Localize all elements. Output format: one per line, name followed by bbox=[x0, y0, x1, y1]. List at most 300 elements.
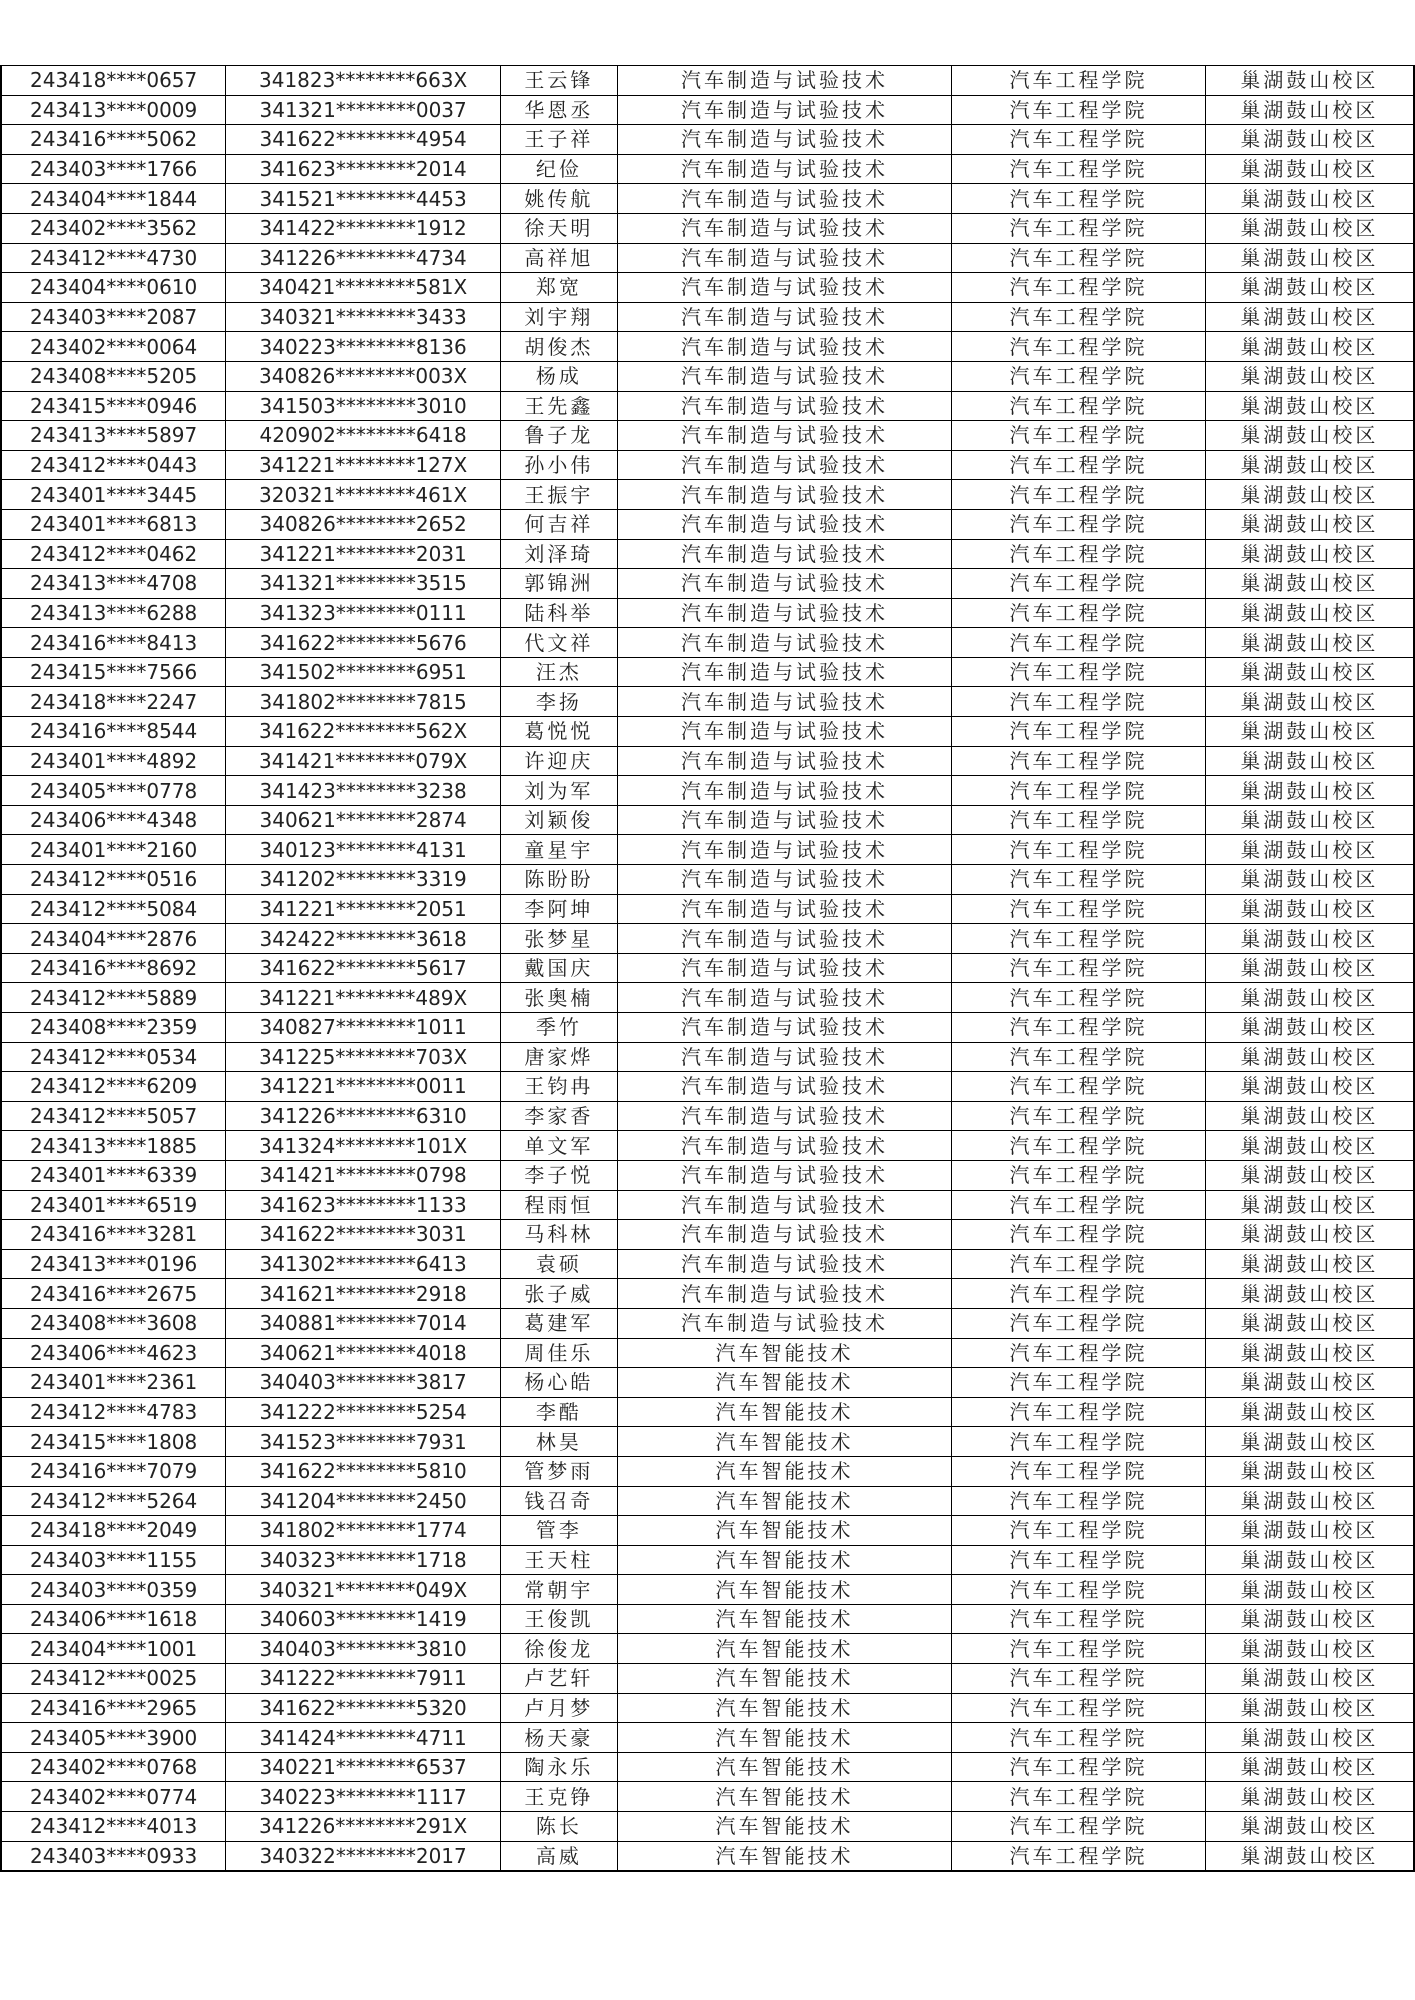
id-number-cell: 341323********0111 bbox=[226, 598, 501, 628]
table-row bbox=[1, 805, 1414, 835]
student-name-cell: 郭锦洲 bbox=[500, 569, 617, 599]
student-name-cell: 王俊凯 bbox=[500, 1604, 617, 1634]
student-name-cell: 华恩丞 bbox=[500, 95, 617, 125]
campus-cell: 巢湖鼓山校区 bbox=[1205, 1249, 1414, 1279]
campus-cell: 巢湖鼓山校区 bbox=[1205, 776, 1414, 806]
student-name-cell: 周佳乐 bbox=[500, 1338, 617, 1368]
exam-number-cell: 243403****2087 bbox=[1, 302, 226, 332]
major-cell: 汽车制造与试验技术 bbox=[617, 539, 951, 569]
campus-cell: 巢湖鼓山校区 bbox=[1205, 1812, 1414, 1842]
exam-number-cell: 243401****6519 bbox=[1, 1190, 226, 1220]
table-row bbox=[1, 1693, 1414, 1723]
student-name-cell: 杨心皓 bbox=[500, 1368, 617, 1398]
table-row bbox=[1, 1042, 1414, 1072]
campus-cell: 巢湖鼓山校区 bbox=[1205, 66, 1414, 96]
major-cell: 汽车智能技术 bbox=[617, 1604, 951, 1634]
campus-cell: 巢湖鼓山校区 bbox=[1205, 1338, 1414, 1368]
major-cell: 汽车制造与试验技术 bbox=[617, 302, 951, 332]
id-number-cell: 340323********1718 bbox=[226, 1545, 501, 1575]
college-cell: 汽车工程学院 bbox=[952, 361, 1206, 391]
student-name-cell: 王天柱 bbox=[500, 1545, 617, 1575]
table-row bbox=[1, 1782, 1414, 1812]
student-name-cell: 胡俊杰 bbox=[500, 332, 617, 362]
major-cell: 汽车制造与试验技术 bbox=[617, 657, 951, 687]
student-name-cell: 卢艺轩 bbox=[500, 1664, 617, 1694]
id-number-cell: 341424********4711 bbox=[226, 1723, 501, 1753]
major-cell: 汽车制造与试验技术 bbox=[617, 628, 951, 658]
major-cell: 汽车智能技术 bbox=[617, 1723, 951, 1753]
major-cell: 汽车制造与试验技术 bbox=[617, 598, 951, 628]
exam-number-cell: 243415****1808 bbox=[1, 1427, 226, 1457]
id-number-cell: 341503********3010 bbox=[226, 391, 501, 421]
major-cell: 汽车制造与试验技术 bbox=[617, 243, 951, 273]
exam-number-cell: 243408****5205 bbox=[1, 361, 226, 391]
major-cell: 汽车智能技术 bbox=[617, 1812, 951, 1842]
campus-cell: 巢湖鼓山校区 bbox=[1205, 332, 1414, 362]
table-row bbox=[1, 1516, 1414, 1546]
major-cell: 汽车制造与试验技术 bbox=[617, 1220, 951, 1250]
campus-cell: 巢湖鼓山校区 bbox=[1205, 894, 1414, 924]
id-number-cell: 341321********3515 bbox=[226, 569, 501, 599]
campus-cell: 巢湖鼓山校区 bbox=[1205, 1160, 1414, 1190]
major-cell: 汽车智能技术 bbox=[617, 1338, 951, 1368]
campus-cell: 巢湖鼓山校区 bbox=[1205, 1368, 1414, 1398]
exam-number-cell: 243404****0610 bbox=[1, 273, 226, 303]
major-cell: 汽车智能技术 bbox=[617, 1427, 951, 1457]
college-cell: 汽车工程学院 bbox=[952, 1486, 1206, 1516]
student-name-cell: 刘为军 bbox=[500, 776, 617, 806]
student-name-cell: 徐俊龙 bbox=[500, 1634, 617, 1664]
exam-number-cell: 243413****6288 bbox=[1, 598, 226, 628]
table-row bbox=[1, 687, 1414, 717]
table-row bbox=[1, 924, 1414, 954]
exam-number-cell: 243416****8692 bbox=[1, 953, 226, 983]
student-name-cell: 何吉祥 bbox=[500, 509, 617, 539]
major-cell: 汽车制造与试验技术 bbox=[617, 213, 951, 243]
exam-number-cell: 243403****0933 bbox=[1, 1841, 226, 1871]
id-number-cell: 420902********6418 bbox=[226, 421, 501, 451]
exam-number-cell: 243402****3562 bbox=[1, 213, 226, 243]
table-row bbox=[1, 835, 1414, 865]
id-number-cell: 341221********489X bbox=[226, 983, 501, 1013]
campus-cell: 巢湖鼓山校区 bbox=[1205, 687, 1414, 717]
student-name-cell: 王先鑫 bbox=[500, 391, 617, 421]
student-name-cell: 王子祥 bbox=[500, 125, 617, 155]
campus-cell: 巢湖鼓山校区 bbox=[1205, 1782, 1414, 1812]
college-cell: 汽车工程学院 bbox=[952, 1308, 1206, 1338]
id-number-cell: 341802********1774 bbox=[226, 1516, 501, 1546]
table-row bbox=[1, 243, 1414, 273]
campus-cell: 巢湖鼓山校区 bbox=[1205, 421, 1414, 451]
major-cell: 汽车制造与试验技术 bbox=[617, 332, 951, 362]
exam-number-cell: 243416****2965 bbox=[1, 1693, 226, 1723]
exam-number-cell: 243418****2247 bbox=[1, 687, 226, 717]
student-name-cell: 王云锋 bbox=[500, 66, 617, 96]
table-row bbox=[1, 1101, 1414, 1131]
major-cell: 汽车智能技术 bbox=[617, 1634, 951, 1664]
table-row bbox=[1, 332, 1414, 362]
college-cell: 汽车工程学院 bbox=[952, 1604, 1206, 1634]
table-row bbox=[1, 125, 1414, 155]
id-number-cell: 341324********101X bbox=[226, 1131, 501, 1161]
campus-cell: 巢湖鼓山校区 bbox=[1205, 924, 1414, 954]
college-cell: 汽车工程学院 bbox=[952, 1220, 1206, 1250]
exam-number-cell: 243415****0946 bbox=[1, 391, 226, 421]
college-cell: 汽车工程学院 bbox=[952, 1131, 1206, 1161]
id-number-cell: 340123********4131 bbox=[226, 835, 501, 865]
id-number-cell: 340223********1117 bbox=[226, 1782, 501, 1812]
id-number-cell: 340403********3810 bbox=[226, 1634, 501, 1664]
college-cell: 汽车工程学院 bbox=[952, 1664, 1206, 1694]
exam-number-cell: 243401****3445 bbox=[1, 480, 226, 510]
major-cell: 汽车制造与试验技术 bbox=[617, 776, 951, 806]
major-cell: 汽车智能技术 bbox=[617, 1752, 951, 1782]
table-row bbox=[1, 776, 1414, 806]
exam-number-cell: 243412****0443 bbox=[1, 450, 226, 480]
college-cell: 汽车工程学院 bbox=[952, 1249, 1206, 1279]
college-cell: 汽车工程学院 bbox=[952, 213, 1206, 243]
college-cell: 汽车工程学院 bbox=[952, 243, 1206, 273]
campus-cell: 巢湖鼓山校区 bbox=[1205, 1220, 1414, 1250]
exam-number-cell: 243401****6339 bbox=[1, 1160, 226, 1190]
college-cell: 汽车工程学院 bbox=[952, 1812, 1206, 1842]
exam-number-cell: 243412****0462 bbox=[1, 539, 226, 569]
id-number-cell: 341502********6951 bbox=[226, 657, 501, 687]
student-name-cell: 陆科举 bbox=[500, 598, 617, 628]
exam-number-cell: 243401****2361 bbox=[1, 1368, 226, 1398]
major-cell: 汽车制造与试验技术 bbox=[617, 924, 951, 954]
college-cell: 汽车工程学院 bbox=[952, 332, 1206, 362]
table-row bbox=[1, 1575, 1414, 1605]
college-cell: 汽车工程学院 bbox=[952, 865, 1206, 895]
roster-table-body bbox=[1, 66, 1414, 1872]
table-row bbox=[1, 539, 1414, 569]
table-row bbox=[1, 717, 1414, 747]
student-name-cell: 张子威 bbox=[500, 1279, 617, 1309]
major-cell: 汽车智能技术 bbox=[617, 1575, 951, 1605]
campus-cell: 巢湖鼓山校区 bbox=[1205, 1575, 1414, 1605]
table-row bbox=[1, 1279, 1414, 1309]
student-name-cell: 陈盼盼 bbox=[500, 865, 617, 895]
exam-number-cell: 243416****8413 bbox=[1, 628, 226, 658]
table-row bbox=[1, 1545, 1414, 1575]
id-number-cell: 341222********7911 bbox=[226, 1664, 501, 1694]
student-name-cell: 葛悦悦 bbox=[500, 717, 617, 747]
campus-cell: 巢湖鼓山校区 bbox=[1205, 1604, 1414, 1634]
table-row bbox=[1, 1723, 1414, 1753]
college-cell: 汽车工程学院 bbox=[952, 539, 1206, 569]
id-number-cell: 341225********703X bbox=[226, 1042, 501, 1072]
student-name-cell: 袁硕 bbox=[500, 1249, 617, 1279]
id-number-cell: 341421********0798 bbox=[226, 1160, 501, 1190]
table-row bbox=[1, 509, 1414, 539]
major-cell: 汽车制造与试验技术 bbox=[617, 687, 951, 717]
campus-cell: 巢湖鼓山校区 bbox=[1205, 1101, 1414, 1131]
major-cell: 汽车制造与试验技术 bbox=[617, 835, 951, 865]
table-row bbox=[1, 480, 1414, 510]
campus-cell: 巢湖鼓山校区 bbox=[1205, 805, 1414, 835]
college-cell: 汽车工程学院 bbox=[952, 598, 1206, 628]
exam-number-cell: 243413****5897 bbox=[1, 421, 226, 451]
student-name-cell: 孙小伟 bbox=[500, 450, 617, 480]
college-cell: 汽车工程学院 bbox=[952, 1634, 1206, 1664]
exam-number-cell: 243408****3608 bbox=[1, 1308, 226, 1338]
college-cell: 汽车工程学院 bbox=[952, 1427, 1206, 1457]
major-cell: 汽车制造与试验技术 bbox=[617, 361, 951, 391]
college-cell: 汽车工程学院 bbox=[952, 1190, 1206, 1220]
campus-cell: 巢湖鼓山校区 bbox=[1205, 983, 1414, 1013]
id-number-cell: 341222********5254 bbox=[226, 1397, 501, 1427]
exam-number-cell: 243412****0516 bbox=[1, 865, 226, 895]
college-cell: 汽车工程学院 bbox=[952, 480, 1206, 510]
college-cell: 汽车工程学院 bbox=[952, 1101, 1206, 1131]
exam-number-cell: 243412****5084 bbox=[1, 894, 226, 924]
major-cell: 汽车制造与试验技术 bbox=[617, 125, 951, 155]
college-cell: 汽车工程学院 bbox=[952, 894, 1206, 924]
student-name-cell: 钱召奇 bbox=[500, 1486, 617, 1516]
exam-number-cell: 243416****3281 bbox=[1, 1220, 226, 1250]
table-row bbox=[1, 598, 1414, 628]
table-row bbox=[1, 1249, 1414, 1279]
student-name-cell: 管梦雨 bbox=[500, 1456, 617, 1486]
college-cell: 汽车工程学院 bbox=[952, 154, 1206, 184]
college-cell: 汽车工程学院 bbox=[952, 953, 1206, 983]
exam-number-cell: 243401****6813 bbox=[1, 509, 226, 539]
student-name-cell: 程雨恒 bbox=[500, 1190, 617, 1220]
table-row bbox=[1, 450, 1414, 480]
campus-cell: 巢湖鼓山校区 bbox=[1205, 95, 1414, 125]
id-number-cell: 342422********3618 bbox=[226, 924, 501, 954]
exam-number-cell: 243402****0768 bbox=[1, 1752, 226, 1782]
table-row bbox=[1, 361, 1414, 391]
major-cell: 汽车制造与试验技术 bbox=[617, 746, 951, 776]
id-number-cell: 340221********6537 bbox=[226, 1752, 501, 1782]
college-cell: 汽车工程学院 bbox=[952, 1575, 1206, 1605]
campus-cell: 巢湖鼓山校区 bbox=[1205, 598, 1414, 628]
campus-cell: 巢湖鼓山校区 bbox=[1205, 628, 1414, 658]
table-row bbox=[1, 865, 1414, 895]
student-name-cell: 杨天豪 bbox=[500, 1723, 617, 1753]
student-name-cell: 李阿坤 bbox=[500, 894, 617, 924]
campus-cell: 巢湖鼓山校区 bbox=[1205, 184, 1414, 214]
campus-cell: 巢湖鼓山校区 bbox=[1205, 1752, 1414, 1782]
roster-table bbox=[0, 65, 1415, 1872]
student-name-cell: 李扬 bbox=[500, 687, 617, 717]
table-row bbox=[1, 1812, 1414, 1842]
campus-cell: 巢湖鼓山校区 bbox=[1205, 154, 1414, 184]
student-name-cell: 常朝宇 bbox=[500, 1575, 617, 1605]
table-row bbox=[1, 273, 1414, 303]
exam-number-cell: 243418****2049 bbox=[1, 1516, 226, 1546]
campus-cell: 巢湖鼓山校区 bbox=[1205, 213, 1414, 243]
id-number-cell: 341422********1912 bbox=[226, 213, 501, 243]
major-cell: 汽车制造与试验技术 bbox=[617, 184, 951, 214]
campus-cell: 巢湖鼓山校区 bbox=[1205, 1545, 1414, 1575]
campus-cell: 巢湖鼓山校区 bbox=[1205, 865, 1414, 895]
college-cell: 汽车工程学院 bbox=[952, 421, 1206, 451]
campus-cell: 巢湖鼓山校区 bbox=[1205, 717, 1414, 747]
id-number-cell: 340403********3817 bbox=[226, 1368, 501, 1398]
major-cell: 汽车制造与试验技术 bbox=[617, 1308, 951, 1338]
campus-cell: 巢湖鼓山校区 bbox=[1205, 539, 1414, 569]
campus-cell: 巢湖鼓山校区 bbox=[1205, 569, 1414, 599]
exam-number-cell: 243405****0778 bbox=[1, 776, 226, 806]
college-cell: 汽车工程学院 bbox=[952, 717, 1206, 747]
table-row bbox=[1, 1664, 1414, 1694]
exam-number-cell: 243404****1001 bbox=[1, 1634, 226, 1664]
student-name-cell: 许迎庆 bbox=[500, 746, 617, 776]
major-cell: 汽车制造与试验技术 bbox=[617, 717, 951, 747]
table-row bbox=[1, 1486, 1414, 1516]
student-name-cell: 王克铮 bbox=[500, 1782, 617, 1812]
college-cell: 汽车工程学院 bbox=[952, 1397, 1206, 1427]
id-number-cell: 341421********079X bbox=[226, 746, 501, 776]
id-number-cell: 341226********291X bbox=[226, 1812, 501, 1842]
student-name-cell: 王钧冉 bbox=[500, 1072, 617, 1102]
college-cell: 汽车工程学院 bbox=[952, 746, 1206, 776]
major-cell: 汽车制造与试验技术 bbox=[617, 154, 951, 184]
table-row bbox=[1, 1752, 1414, 1782]
campus-cell: 巢湖鼓山校区 bbox=[1205, 509, 1414, 539]
table-row bbox=[1, 1368, 1414, 1398]
table-row bbox=[1, 1456, 1414, 1486]
table-row bbox=[1, 894, 1414, 924]
exam-number-cell: 243404****2876 bbox=[1, 924, 226, 954]
major-cell: 汽车制造与试验技术 bbox=[617, 1190, 951, 1220]
student-name-cell: 刘宇翔 bbox=[500, 302, 617, 332]
exam-number-cell: 243402****0064 bbox=[1, 332, 226, 362]
exam-number-cell: 243401****4892 bbox=[1, 746, 226, 776]
major-cell: 汽车制造与试验技术 bbox=[617, 1101, 951, 1131]
id-number-cell: 340321********049X bbox=[226, 1575, 501, 1605]
exam-number-cell: 243408****2359 bbox=[1, 1013, 226, 1043]
major-cell: 汽车智能技术 bbox=[617, 1782, 951, 1812]
student-name-cell: 代文祥 bbox=[500, 628, 617, 658]
campus-cell: 巢湖鼓山校区 bbox=[1205, 1131, 1414, 1161]
table-row bbox=[1, 213, 1414, 243]
student-name-cell: 童星宇 bbox=[500, 835, 617, 865]
major-cell: 汽车制造与试验技术 bbox=[617, 391, 951, 421]
college-cell: 汽车工程学院 bbox=[952, 273, 1206, 303]
major-cell: 汽车智能技术 bbox=[617, 1545, 951, 1575]
campus-cell: 巢湖鼓山校区 bbox=[1205, 1308, 1414, 1338]
id-number-cell: 341623********2014 bbox=[226, 154, 501, 184]
student-name-cell: 杨成 bbox=[500, 361, 617, 391]
college-cell: 汽车工程学院 bbox=[952, 1752, 1206, 1782]
campus-cell: 巢湖鼓山校区 bbox=[1205, 953, 1414, 983]
campus-cell: 巢湖鼓山校区 bbox=[1205, 243, 1414, 273]
table-row bbox=[1, 1013, 1414, 1043]
student-name-cell: 林昊 bbox=[500, 1427, 617, 1457]
campus-cell: 巢湖鼓山校区 bbox=[1205, 1190, 1414, 1220]
student-name-cell: 李家香 bbox=[500, 1101, 617, 1131]
id-number-cell: 341622********5810 bbox=[226, 1456, 501, 1486]
campus-cell: 巢湖鼓山校区 bbox=[1205, 1841, 1414, 1871]
college-cell: 汽车工程学院 bbox=[952, 450, 1206, 480]
table-row bbox=[1, 184, 1414, 214]
student-name-cell: 唐家烨 bbox=[500, 1042, 617, 1072]
id-number-cell: 340881********7014 bbox=[226, 1308, 501, 1338]
college-cell: 汽车工程学院 bbox=[952, 983, 1206, 1013]
id-number-cell: 340826********2652 bbox=[226, 509, 501, 539]
student-name-cell: 张奥楠 bbox=[500, 983, 617, 1013]
exam-number-cell: 243413****1885 bbox=[1, 1131, 226, 1161]
student-name-cell: 李酷 bbox=[500, 1397, 617, 1427]
major-cell: 汽车制造与试验技术 bbox=[617, 805, 951, 835]
college-cell: 汽车工程学院 bbox=[952, 1693, 1206, 1723]
major-cell: 汽车智能技术 bbox=[617, 1516, 951, 1546]
major-cell: 汽车制造与试验技术 bbox=[617, 480, 951, 510]
table-row bbox=[1, 1308, 1414, 1338]
id-number-cell: 340621********2874 bbox=[226, 805, 501, 835]
student-name-cell: 王振宇 bbox=[500, 480, 617, 510]
exam-number-cell: 243403****1766 bbox=[1, 154, 226, 184]
student-name-cell: 管李 bbox=[500, 1516, 617, 1546]
id-number-cell: 341802********7815 bbox=[226, 687, 501, 717]
major-cell: 汽车智能技术 bbox=[617, 1841, 951, 1871]
student-name-cell: 张梦星 bbox=[500, 924, 617, 954]
college-cell: 汽车工程学院 bbox=[952, 628, 1206, 658]
exam-number-cell: 243404****1844 bbox=[1, 184, 226, 214]
id-number-cell: 341622********4954 bbox=[226, 125, 501, 155]
major-cell: 汽车制造与试验技术 bbox=[617, 66, 951, 96]
exam-number-cell: 243403****0359 bbox=[1, 1575, 226, 1605]
college-cell: 汽车工程学院 bbox=[952, 1279, 1206, 1309]
id-number-cell: 341221********0011 bbox=[226, 1072, 501, 1102]
exam-number-cell: 243402****0774 bbox=[1, 1782, 226, 1812]
id-number-cell: 320321********461X bbox=[226, 480, 501, 510]
table-row bbox=[1, 1397, 1414, 1427]
table-row bbox=[1, 1634, 1414, 1664]
campus-cell: 巢湖鼓山校区 bbox=[1205, 657, 1414, 687]
exam-number-cell: 243412****5057 bbox=[1, 1101, 226, 1131]
major-cell: 汽车制造与试验技术 bbox=[617, 983, 951, 1013]
major-cell: 汽车智能技术 bbox=[617, 1456, 951, 1486]
exam-number-cell: 243416****7079 bbox=[1, 1456, 226, 1486]
table-row bbox=[1, 1131, 1414, 1161]
college-cell: 汽车工程学院 bbox=[952, 509, 1206, 539]
table-row bbox=[1, 1160, 1414, 1190]
exam-number-cell: 243406****1618 bbox=[1, 1604, 226, 1634]
exam-number-cell: 243412****6209 bbox=[1, 1072, 226, 1102]
id-number-cell: 340826********003X bbox=[226, 361, 501, 391]
major-cell: 汽车制造与试验技术 bbox=[617, 1072, 951, 1102]
college-cell: 汽车工程学院 bbox=[952, 184, 1206, 214]
student-name-cell: 葛建军 bbox=[500, 1308, 617, 1338]
table-row bbox=[1, 569, 1414, 599]
student-name-cell: 纪俭 bbox=[500, 154, 617, 184]
campus-cell: 巢湖鼓山校区 bbox=[1205, 1693, 1414, 1723]
college-cell: 汽车工程学院 bbox=[952, 657, 1206, 687]
exam-number-cell: 243412****4783 bbox=[1, 1397, 226, 1427]
exam-number-cell: 243418****0657 bbox=[1, 66, 226, 96]
major-cell: 汽车制造与试验技术 bbox=[617, 509, 951, 539]
exam-number-cell: 243416****2675 bbox=[1, 1279, 226, 1309]
exam-number-cell: 243406****4348 bbox=[1, 805, 226, 835]
table-row bbox=[1, 95, 1414, 125]
campus-cell: 巢湖鼓山校区 bbox=[1205, 835, 1414, 865]
campus-cell: 巢湖鼓山校区 bbox=[1205, 746, 1414, 776]
campus-cell: 巢湖鼓山校区 bbox=[1205, 480, 1414, 510]
exam-number-cell: 243412****4013 bbox=[1, 1812, 226, 1842]
table-row bbox=[1, 746, 1414, 776]
student-name-cell: 鲁子龙 bbox=[500, 421, 617, 451]
student-name-cell: 马科林 bbox=[500, 1220, 617, 1250]
exam-number-cell: 243401****2160 bbox=[1, 835, 226, 865]
major-cell: 汽车制造与试验技术 bbox=[617, 865, 951, 895]
campus-cell: 巢湖鼓山校区 bbox=[1205, 1427, 1414, 1457]
campus-cell: 巢湖鼓山校区 bbox=[1205, 450, 1414, 480]
